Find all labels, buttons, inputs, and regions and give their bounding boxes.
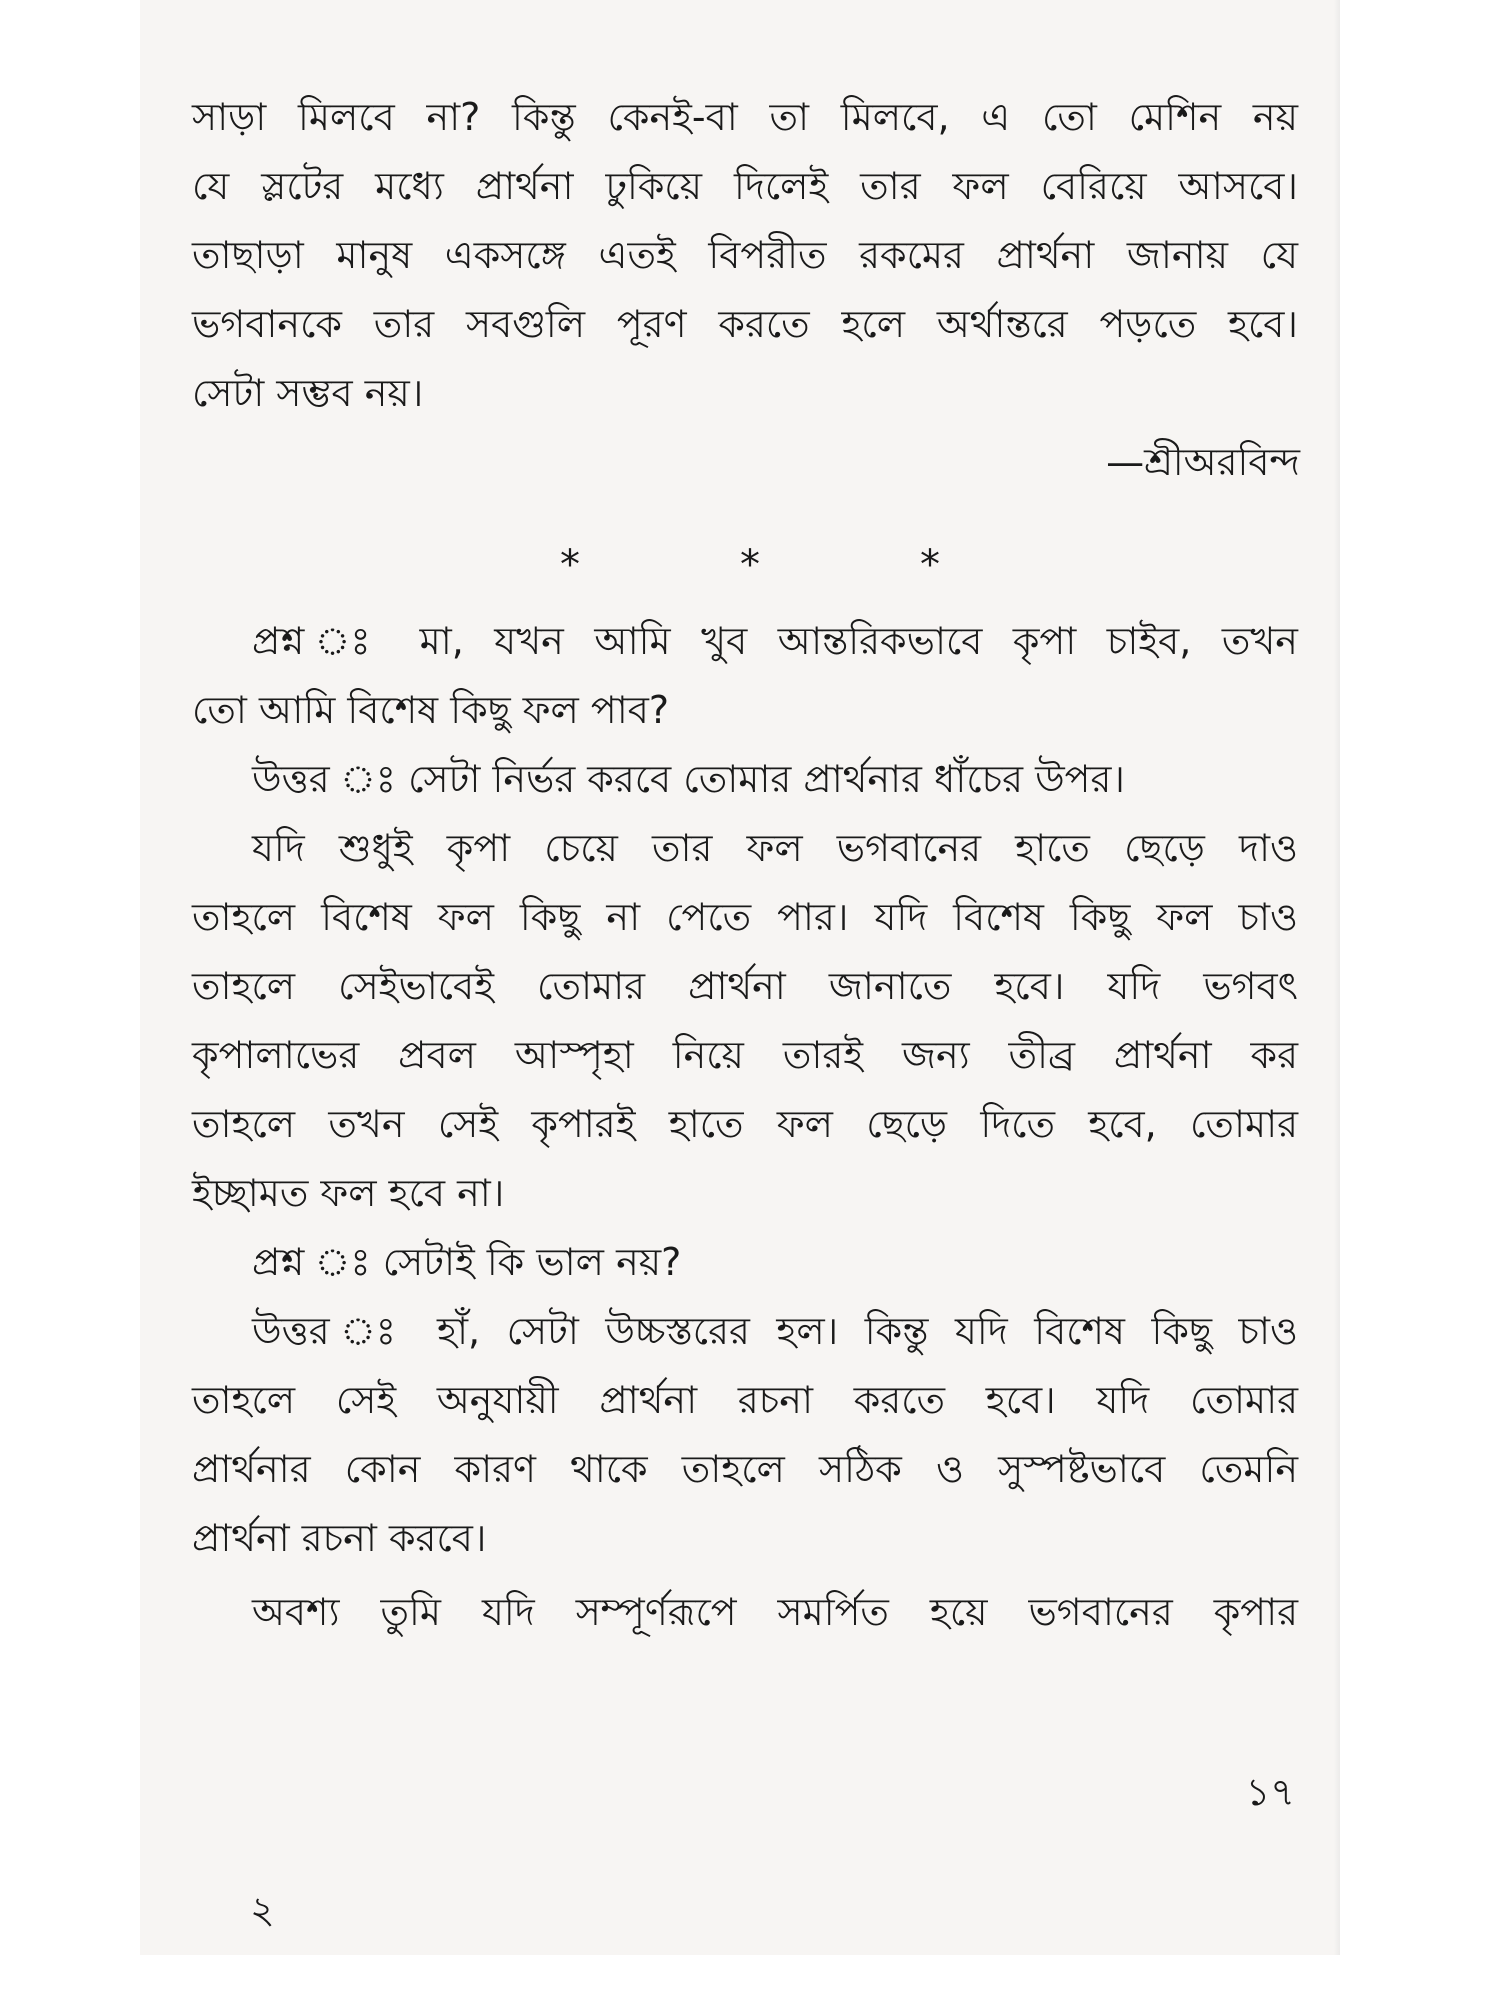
- question-line: প্রশ্ন ঃ সেটাই কি ভাল নয়?: [252, 1240, 682, 1284]
- answer-line: কৃপালাভের প্রবল আস্পৃহা নিয়ে তারই জন্য তীব্র প্রার্থনা কর: [192, 1033, 1298, 1077]
- answer-line: উত্তর ঃ হাঁ, সেটা উচ্চস্তরের হল। কিন্তু যদি বিশেষ কিছু চাও: [252, 1309, 1298, 1353]
- signature-mark: ২: [250, 1888, 275, 1932]
- answer-line: প্রার্থনা রচনা করবে।: [192, 1516, 487, 1560]
- section-separator: [560, 540, 940, 590]
- text-line: সাড়া মিলবে না? কিন্তু কেনই-বা তা মিলবে, এ তো মেশিন নয়: [192, 95, 1298, 139]
- answer-line: তাহলে বিশেষ ফল কিছু না পেতে পার। যদি বিশেষ কিছু ফল চাও: [192, 895, 1298, 939]
- answer-line: তাহলে তখন সেই কৃপারই হাতে ফল ছেড়ে দিতে হবে, তোমার: [192, 1102, 1298, 1146]
- separator-asterisk: *: [740, 542, 760, 588]
- separator-asterisk: *: [920, 542, 940, 588]
- answer-line: তাহলে সেই অনুযায়ী প্রার্থনা রচনা করতে হবে। যদি তোমার: [192, 1378, 1298, 1422]
- text-line: তাছাড়া মানুষ একসঙ্গে এতই বিপরীত রকমের প্রার্থনা জানায় যে: [192, 233, 1298, 277]
- text-line: অবশ্য তুমি যদি সম্পূর্ণরূপে সমর্পিত হয়ে ভগবানের কৃপার: [252, 1590, 1298, 1634]
- answer-line: যদি শুধুই কৃপা চেয়ে তার ফল ভগবানের হাতে ছেড়ে দাও: [252, 826, 1298, 870]
- answer-line: উত্তর ঃ সেটা নির্ভর করবে তোমার প্রার্থনার ধাঁচের উপর।: [252, 757, 1125, 801]
- answer-line: তাহলে সেইভাবেই তোমার প্রার্থনা জানাতে হবে। যদি ভগবৎ: [192, 964, 1298, 1008]
- answer-line: ইচ্ছামত ফল হবে না।: [192, 1171, 505, 1215]
- question-line: তো আমি বিশেষ কিছু ফল পাব?: [192, 688, 670, 732]
- text-line: যে স্লটের মধ্যে প্রার্থনা ঢুকিয়ে দিলেই তার ফল বেরিয়ে আসবে।: [192, 164, 1298, 208]
- page-number: ১৭: [1245, 1770, 1295, 1814]
- attribution: —শ্রীঅরবিন্দ: [1106, 440, 1300, 484]
- text-line: ভগবানকে তার সবগুলি পূরণ করতে হলে অর্থান্তরে পড়তে হবে।: [192, 302, 1298, 346]
- answer-line: প্রার্থনার কোন কারণ থাকে তাহলে সঠিক ও সুস্পষ্টভাবে তেমনি: [192, 1447, 1298, 1491]
- question-line: প্রশ্ন ঃ মা, যখন আমি খুব আন্তরিকভাবে কৃপা চাইব, তখন: [252, 619, 1298, 663]
- separator-asterisk: *: [560, 542, 580, 588]
- text-line: সেটা সম্ভব নয়।: [192, 371, 424, 415]
